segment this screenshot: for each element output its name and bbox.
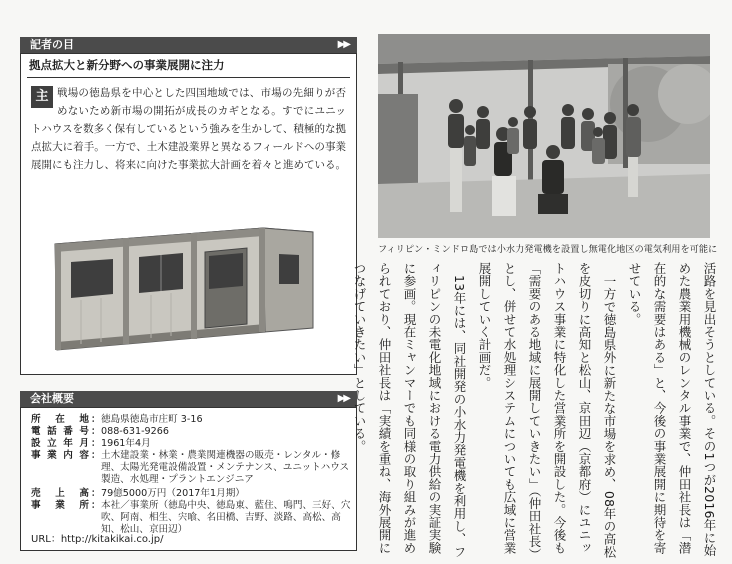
article-paragraph: 一方で徳島県外に新たな市場を求め、08年の高松を皮切りに高知と松山、京田辺（京都府）にユニットハウス事業に特化した営業所を開設した。今後も「需要のある地域に展開していきたい」（仲田社長）とし、併せて水処理システムについても広域に営業展開していく計画だ。 <box>477 262 617 558</box>
reporter-headline: 拠点拡大と新分野への事業展開に注力 <box>29 58 225 72</box>
row-value: 79億5000万円（2017年1月期） <box>101 488 245 499</box>
row-value: 1961年4月 <box>101 438 151 449</box>
photo-caption: フィリピン・ミンドロ島では小水力発電機を設置し無電化地区の電気利用を可能に <box>378 244 718 255</box>
article-paragraph: 活路を見出そうとしている。その1つが2016年に始めた農業用機械のレンタル事業で、仲田社長は「潜在的な需要はある」と、今後の事業展開に期待を寄せている。 <box>627 262 717 557</box>
reporter-lead <box>21 78 356 174</box>
url-link[interactable]: http://kitakikai.co.jp/ <box>60 534 164 545</box>
reporter-lead-text: 戦場の徳島県を中心とした四国地域では、市場の先細りが否めないため新市場の開拓が成長のカギとなる。すでにユニットハウスを数多く保有しているという強みを生かして、積極的な拠点拡大に着手。一方で、土木建設業界と異なるフィールドへの事業展開にも注力し、将来に向けた事業拡大計画を着々と進めている。 <box>31 87 346 171</box>
row-colon: ： <box>91 426 101 437</box>
reporter-section-header <box>20 37 357 53</box>
row-colon: ： <box>91 438 101 449</box>
row-label: 事業所 <box>31 500 89 511</box>
double-arrow-icon: ▶▶ <box>337 39 349 50</box>
row-value: 土木建設業・林業・農業関連機器の販売・レンタル・修理、太陽光発電設備設置・メンテナンス、ユニットハウス製造、水処理・プラントエンジニア <box>101 450 350 485</box>
url-label: URL： <box>31 534 61 545</box>
overview-section-header <box>20 391 357 407</box>
row-value: 088-631-9266 <box>101 426 169 437</box>
row-colon: ： <box>91 500 101 511</box>
row-colon: ： <box>91 414 101 425</box>
article-paragraph: 13年には、同社開発の小水力発電機を利用し、フィリピンの未電化地域における電力供給の実証実験に参画。現在ミャンマーでも同様の取り組みが進められており、仲田社長は「実績を重ね、海外展開につなげていきたい」としている。 <box>352 262 467 558</box>
unit-house-image <box>51 214 331 364</box>
company-url <box>31 530 163 545</box>
reporter-section-title: 記者の目 <box>30 38 74 51</box>
row-value: 徳島県徳島市庄町 3-16 <box>101 414 203 425</box>
double-arrow-icon: ▶▶ <box>337 393 349 404</box>
main-badge: 主 <box>31 86 53 108</box>
row-colon: ： <box>91 488 101 499</box>
reporter-box <box>20 53 357 375</box>
row-label: 事業内容 <box>31 450 89 461</box>
group-photo-image <box>378 34 710 238</box>
row-colon: ： <box>91 450 101 461</box>
row-label: 所在地 <box>31 414 89 425</box>
company-overview <box>20 407 357 551</box>
row-label: 設立年月 <box>31 438 89 449</box>
row-value: 本社／事業所（徳島中央、徳島東、藍住、鳴門、三好、穴吹、阿南、相生、宍喰、名田橋、吉野、淡路、高松、高知、松山、京田辺） <box>101 500 351 535</box>
group-photo <box>378 34 710 238</box>
article-body <box>352 262 722 558</box>
row-label: 電話番号 <box>31 426 89 437</box>
row-label: 売上高 <box>31 488 89 499</box>
overview-section-title: 会社概要 <box>30 392 74 405</box>
